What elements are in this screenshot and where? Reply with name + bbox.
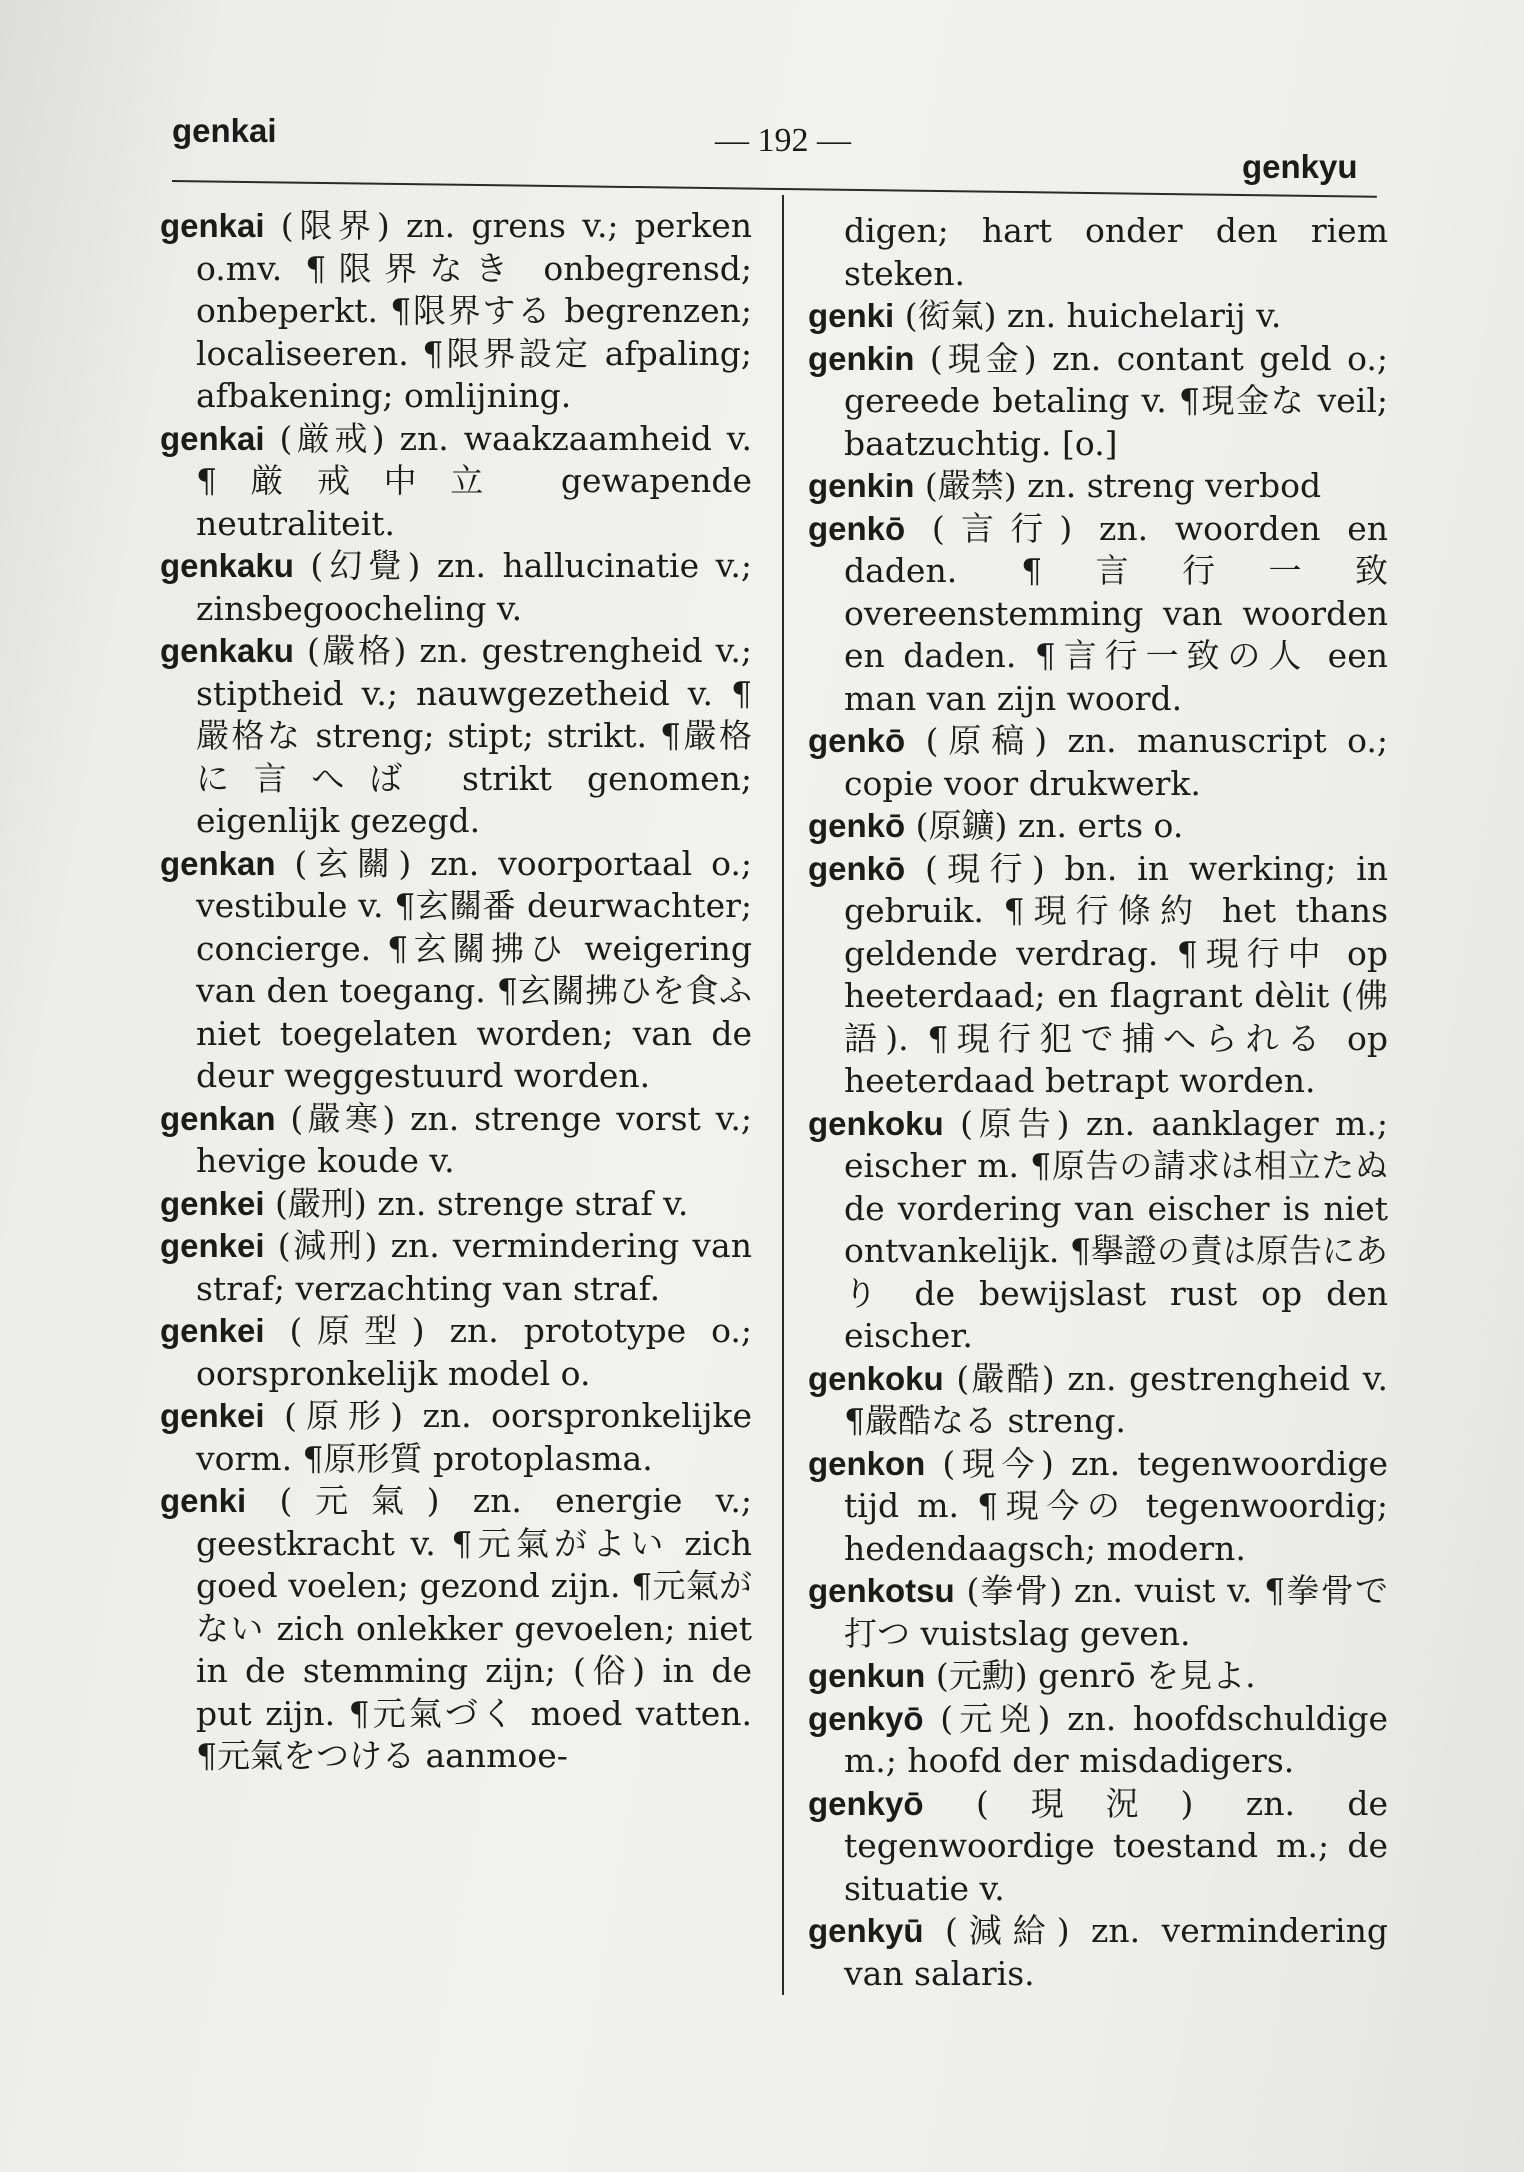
entry-definition: (減刑) zn. vermindering van straf; verzachting van straf. [196, 1226, 752, 1308]
entry-headword: genkyō [808, 1699, 924, 1737]
entry-definition: (元氣) zn. energie v.; geestkracht v. ¶元氣がよい zich goed voelen; gezond zijn. ¶元氣がない zich onlekker gevoelen; niet in de stemming zijn; (俗) in de put zijn. ¶元氣づく moed vatten. ¶元氣をつける aanmoe- [196, 1481, 752, 1775]
entry-definition: (原稿) zn. manuscript o.; copie voor drukwerk. [844, 721, 1388, 803]
dictionary-entry [160, 1098, 752, 1183]
entry-definition: (嚴寒) zn. strenge vorst v.; hevige koude v. [196, 1098, 752, 1180]
entry-definition: (原告) zn. aanklager m.; eischer m. ¶原告の請求は相立たぬ de vordering van eischer is niet ontvankelijk. ¶擧證の責は原告にあり de bewijslast rust op den eischer. [844, 1103, 1388, 1355]
entry-headword: genkyū [808, 1912, 924, 1949]
dictionary-entry [808, 1910, 1388, 1995]
dictionary-entry [160, 843, 752, 1098]
dictionary-entry [808, 1358, 1388, 1443]
entry-definition: (現況) zn. de tegenwoordige toestand m.; de situatie v. [844, 1783, 1388, 1908]
dictionary-entry [808, 1570, 1388, 1655]
dictionary-entry [808, 1655, 1388, 1698]
entry-definition: (玄關) zn. voorportaal o.; vestibule v. ¶玄關番 deurwachter; concierge. ¶玄關拂ひ weigering van den toegang. ¶玄關拂ひを食ふ niet toegelaten worden; van de deur weggestuurd worden. [196, 843, 752, 1095]
entry-definition: (幻覺) zn. hallucinatie v.; zinsbegoocheling v. [196, 546, 752, 628]
dictionary-entry [160, 545, 752, 630]
entry-definition: (現行) bn. in werking; in gebruik. ¶現行條約 het thans geldende verdrag. ¶現行中 op heeterdaad; en flagrant dèlit (佛語). ¶現行犯で捕へられる op heeterdaad betrapt worden. [844, 848, 1388, 1100]
entry-headword: genkai [160, 207, 265, 244]
entry-definition: (限界) zn. grens v.; perken o.mv. ¶限界なき onbegrensd; onbeperkt. ¶限界する begrenzen; localiseeren. ¶限界設定 afpaling; afbakening; omlijning. [196, 206, 752, 415]
entry-definition: (元兇) zn. hoofdschuldige m.; hoofd der misdadigers. [844, 1698, 1388, 1780]
entry-headword: genkō [808, 509, 906, 547]
right-column [808, 210, 1388, 1995]
running-head-left: genkai [172, 112, 277, 149]
entry-definition: (元勳) genrō を見よ. [925, 1656, 1256, 1695]
entry-headword: genkan [160, 844, 276, 882]
entry-definition: (原形) zn. oorspronkelijke vorm. ¶原形質 protoplasma. [196, 1396, 752, 1478]
continued-entry [808, 210, 1388, 295]
dictionary-entry [808, 1783, 1388, 1911]
entry-headword: genkaku [160, 632, 294, 669]
header-rule [172, 180, 1377, 198]
dictionary-entry [808, 465, 1388, 508]
entry-headword: genkō [808, 849, 906, 887]
dictionary-entry [808, 1443, 1388, 1571]
entry-headword: genkun [808, 1657, 926, 1694]
dictionary-entry [808, 508, 1388, 721]
dictionary-entry [160, 1225, 752, 1310]
entry-headword: genkotsu [808, 1572, 955, 1609]
entry-headword: genkoku [808, 1104, 944, 1142]
entry-definition: (減給) zn. vermindering van salaris. [844, 1911, 1388, 1993]
entry-definition: (厳戒) zn. waakzaamheid v. ¶厳戒中立 gewapende neutraliteit. [196, 418, 752, 543]
dictionary-entry [808, 295, 1388, 338]
entry-headword: genkon [808, 1444, 926, 1482]
entry-headword: genkō [808, 722, 906, 759]
entry-headword: genkin [808, 339, 915, 377]
entry-definition: (嚴刑) zn. strenge straf v. [264, 1183, 689, 1223]
dictionary-entry [160, 1310, 752, 1395]
dictionary-entry [808, 848, 1388, 1103]
dictionary-entry [808, 338, 1388, 466]
dictionary-entry [160, 1395, 752, 1480]
entry-headword: genkyō [808, 1784, 924, 1822]
entry-definition: (衒氣) zn. huichelarij v. [894, 296, 1282, 335]
entry-definition: digen; hart onder den riem steken. [844, 211, 1388, 293]
dictionary-entry [808, 805, 1388, 848]
dictionary-entry [160, 630, 752, 843]
entry-headword: genkei [160, 1397, 265, 1434]
entry-headword: genki [808, 297, 895, 334]
entry-headword: genki [160, 1482, 247, 1519]
dictionary-entry [160, 1183, 752, 1226]
entry-headword: genkoku [808, 1359, 944, 1397]
entry-definition: (嚴酷) zn. gestrengheid v. ¶嚴酷なる streng. [844, 1358, 1388, 1440]
entry-definition: (嚴格) zn. gestrengheid v.; stiptheid v.; nauwgezetheid v. ¶嚴格な streng; stipt; strikt. ¶嚴格に言へば strikt genomen; eigenlijk gezegd. [196, 631, 752, 840]
entry-headword: genkaku [160, 547, 294, 584]
column-separator [782, 195, 784, 1995]
dictionary-entry [808, 720, 1388, 805]
dictionary-entry [808, 1103, 1388, 1358]
running-head-right: genkyu [1242, 148, 1358, 185]
entry-definition: (現金) zn. contant geld o.; gereede betaling v. ¶現金な veil; baatzuchtig. [o.] [844, 338, 1388, 463]
entry-headword: genkei [160, 1184, 265, 1222]
dictionary-entry [160, 418, 752, 546]
dictionary-entry [808, 1698, 1388, 1783]
entry-definition: (拳骨) zn. vuist v. ¶拳骨で打つ vuistslag geven. [844, 1571, 1388, 1653]
entry-headword: genkai [160, 419, 265, 457]
entry-definition: (原型) zn. prototype o.; oorspronkelijk model o. [196, 1311, 752, 1393]
entry-definition: (現今) zn. tegenwoordige tijd m. ¶現今の tegenwoordig; hedendaagsch; modern. [844, 1443, 1388, 1568]
dictionary-entry [160, 205, 752, 418]
entry-definition: (嚴禁) zn. streng verbod [914, 466, 1322, 505]
entry-headword: genkin [808, 467, 915, 504]
entry-headword: genkō [808, 807, 906, 844]
entry-headword: genkei [160, 1312, 265, 1349]
page-number: — 192 — [715, 122, 851, 159]
entry-definition: (言行) zn. woorden en daden. ¶言行一致 overeenstemming van woorden en daden. ¶言行一致の人 een man van zijn woord. [844, 508, 1388, 718]
entry-headword: genkan [160, 1099, 276, 1137]
entry-definition: (原鑛) zn. erts o. [905, 806, 1184, 845]
dictionary-entry [160, 1480, 752, 1778]
left-column [160, 205, 752, 1778]
entry-headword: genkei [160, 1227, 265, 1264]
